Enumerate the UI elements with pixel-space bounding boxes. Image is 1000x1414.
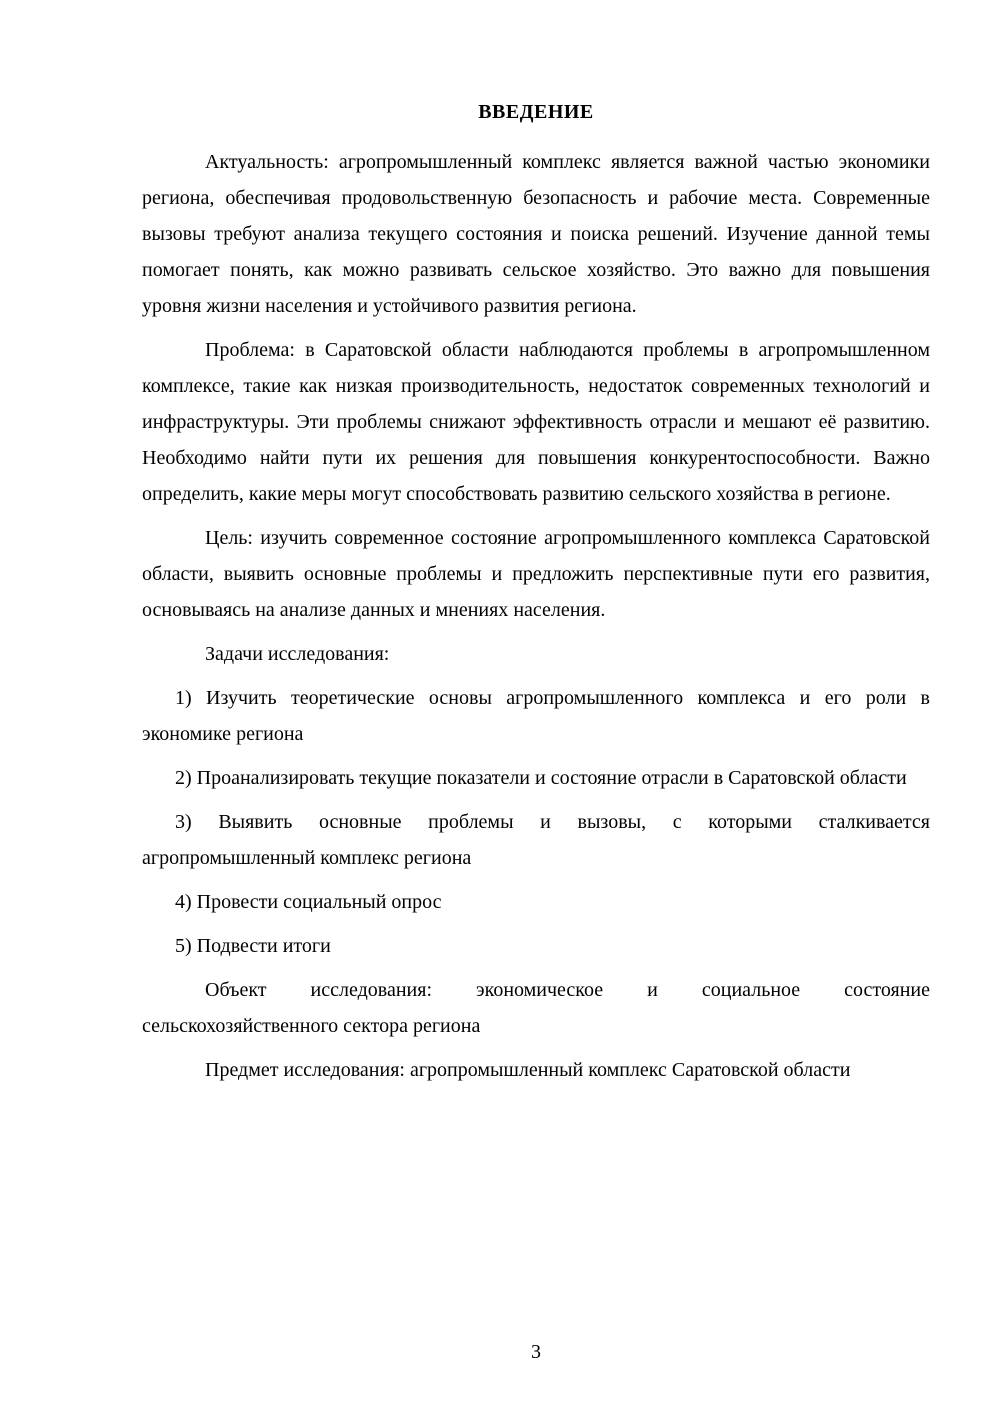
paragraph-research-subject: Предмет исследования: агропромышленный комплекс Саратовской области bbox=[205, 1059, 851, 1081]
page-number: 3 bbox=[531, 1341, 541, 1363]
task-item-4: 4) Провести социальный опрос bbox=[175, 891, 442, 913]
paragraph-goal: Цель: изучить современное состояние агропромышленного комплекса Саратовской области, выявить основные проблемы и предложить перспективные пути его развития, основываясь на анализе данных и мнениях населения. bbox=[142, 527, 930, 621]
tasks-heading: Задачи исследования: bbox=[205, 643, 390, 665]
task-item-3: 3) Выявить основные проблемы и вызовы, с которыми сталкивается агропромышленный комплекс региона bbox=[142, 811, 930, 869]
paragraph-problem: Проблема: в Саратовской области наблюдаются проблемы в агропромышленном комплексе, такие как низкая производительность, недостаток современных технологий и инфраструктуры. Эти проблемы снижают эффективность отрасли и мешают её развитию. Необходимо найти пути их решения для повышения конкурентоспособности. Важно определить, какие меры могут способствовать развитию сельского хозяйства в регионе. bbox=[142, 339, 930, 505]
paragraph-research-object: Объект исследования: экономическое и социальное состояние сельскохозяйственного сектора региона bbox=[142, 979, 930, 1037]
task-item-1: 1) Изучить теоретические основы агропромышленного комплекса и его роли в экономике региона bbox=[142, 687, 930, 745]
task-item-2: 2) Проанализировать текущие показатели и состояние отрасли в Саратовской области bbox=[175, 767, 907, 789]
task-item-5: 5) Подвести итоги bbox=[175, 935, 331, 957]
page-title: ВВЕДЕНИЕ bbox=[478, 101, 594, 123]
paragraph-relevance: Актуальность: агропромышленный комплекс является важной частью экономики региона, обеспечивая продовольственную безопасность и рабочие места. Современные вызовы требуют анализа текущего состояния и поиска решений. Изучение данной темы помогает понять, как можно развивать сельское хозяйство. Это важно для повышения уровня жизни населения и устойчивого развития региона. bbox=[142, 151, 930, 317]
